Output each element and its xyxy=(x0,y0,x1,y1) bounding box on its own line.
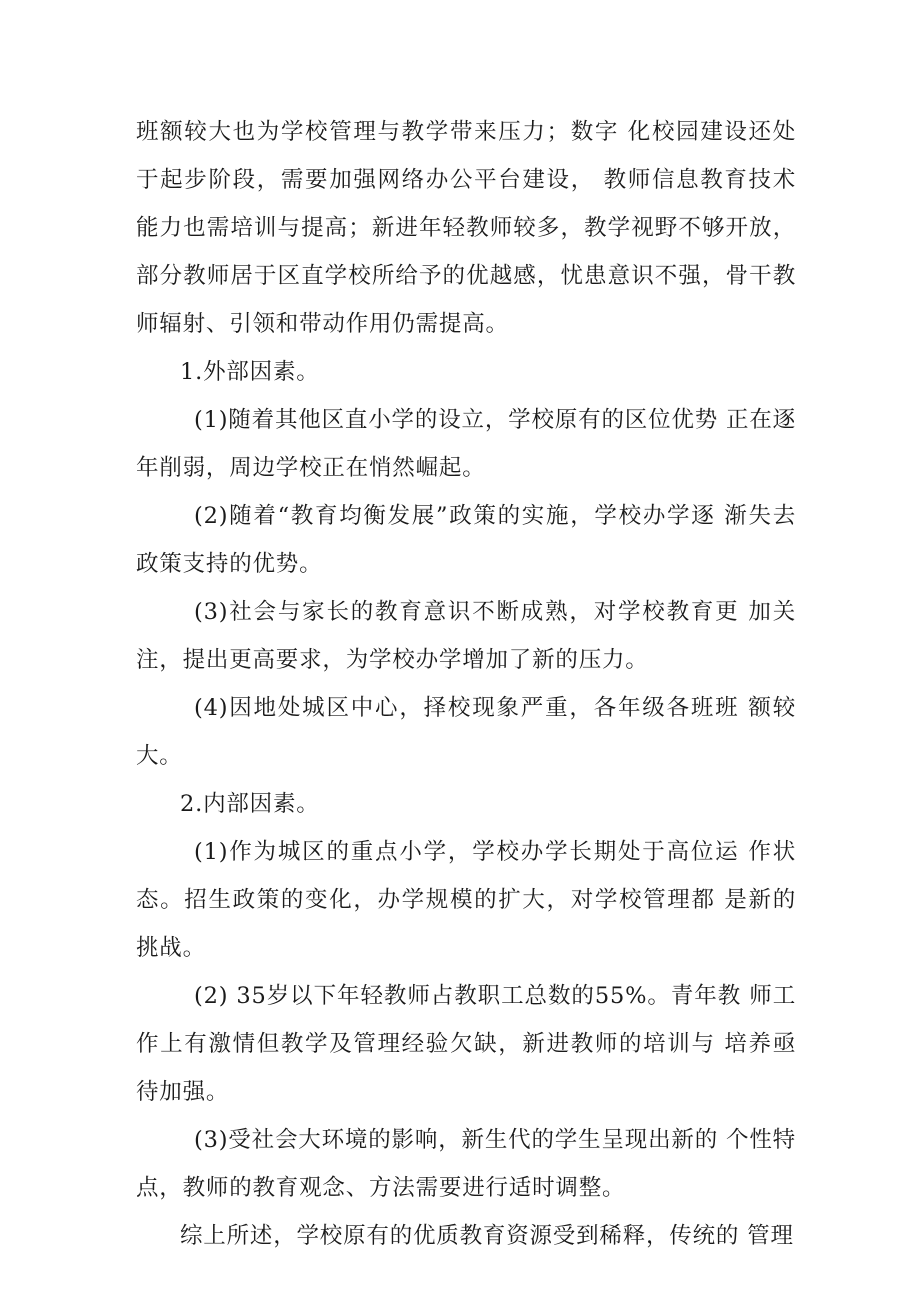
external-factor-1: (1)随着其他区直小学的设立，学校原有的区位优势 正在逐年削弱，周边学校正在悄然崛起。 xyxy=(136,407,796,481)
external-factor-2: (2)随着“教育均衡发展”政策的实施，学校办学逐 渐失去政策支持的优势。 xyxy=(136,503,796,577)
external-factor-4: (4)因地处城区中心，择校现象严重，各年级各班班 额较大。 xyxy=(136,695,796,769)
external-factor-3: (3)社会与家长的教育意识不断成熟，对学校教育更 加关注，提出更高要求，为学校办学增加了新的压力。 xyxy=(136,599,796,673)
internal-factor-2: (2) 35岁以下年轻教师占教职工总数的55%。青年教 师工作上有激情但教学及管理经验欠缺，新进教师的培训与 培养亟待加强。 xyxy=(136,983,796,1105)
summary-paragraph: 综上所述，学校原有的优质教育资源受到稀释，传统的 管理 xyxy=(180,1223,794,1249)
document-body xyxy=(136,108,796,1260)
internal-factor-3: (3)受社会大环境的影响，新生代的学生呈现出新的 个性特点，教师的教育观念、方法需要进行适时调整。 xyxy=(136,1127,796,1201)
heading-internal-factors: 2.内部因素。 xyxy=(180,791,320,817)
heading-external-factors: 1.外部因素。 xyxy=(180,359,320,385)
paragraph-continuation: 班额较大也为学校管理与教学带来压力；数字 化校园建设还处于起步阶段，需要加强网络办公平台建设， 教师信息教育技术能力也需培训与提高；新进年轻教师较多，教学视野不够开放，部分教师居于区直学校所给予的优越感，忧患意识不强，骨干教师辐射、引领和带动作用仍需提高。 xyxy=(136,119,796,337)
internal-factor-1: (1)作为城区的重点小学，学校办学长期处于高位运 作状态。招生政策的变化，办学规模的扩大，对学校管理都 是新的挑战。 xyxy=(136,839,796,961)
